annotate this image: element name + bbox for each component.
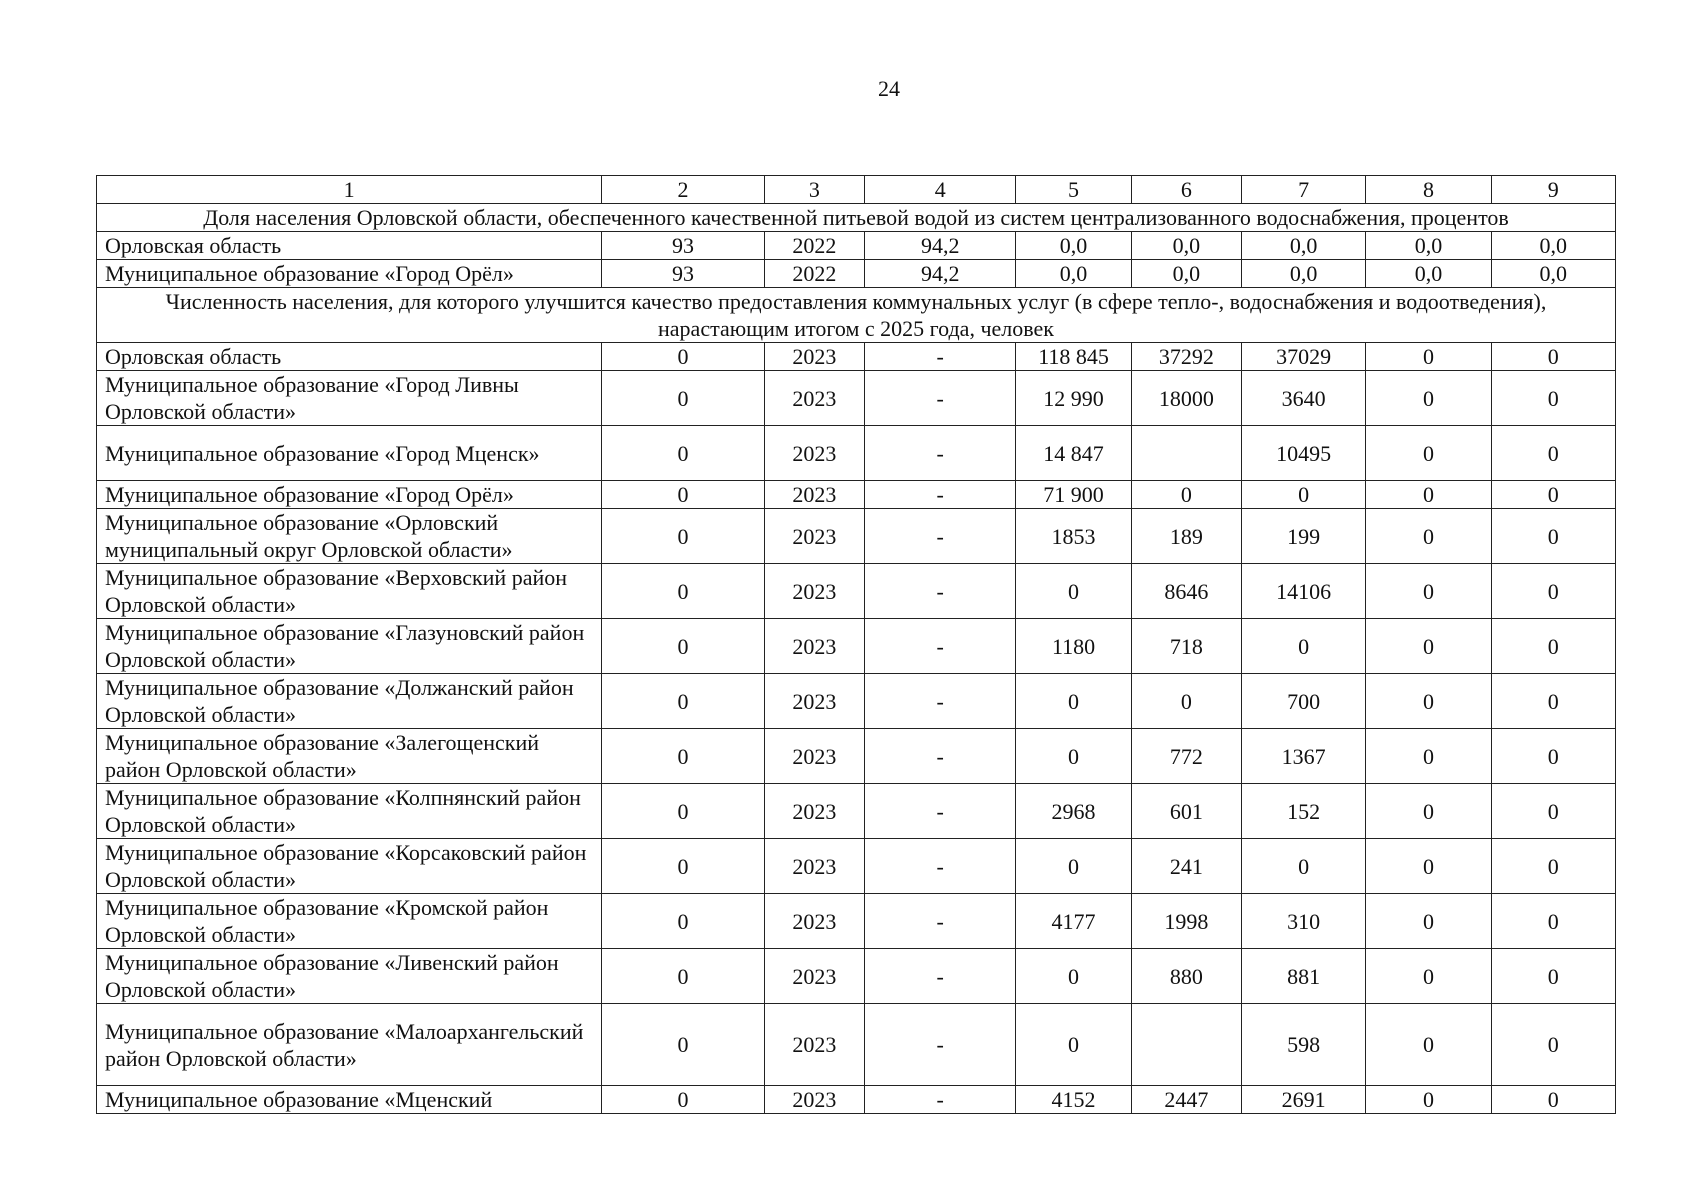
value-cell-col-7: 152 [1241,784,1365,839]
value-cell-col-7: 3640 [1241,371,1365,426]
row-name-cell: Муниципальное образование «Малоархангельский район Орловской области» [97,1004,602,1086]
section-title-row [97,288,1616,343]
value-cell-col-8: 0 [1366,619,1491,674]
row-name-cell: Муниципальное образование «Колпнянский район Орловской области» [97,784,602,839]
header-row [97,176,1616,204]
table-row [97,343,1616,371]
row-name-cell: Муниципальное образование «Ливенский район Орловской области» [97,949,602,1004]
value-cell-col-4: - [865,564,1016,619]
value-cell-col-7: 598 [1241,1004,1365,1086]
value-cell-col-9: 0 [1491,1086,1615,1114]
value-cell-col-6: 0,0 [1131,232,1241,260]
value-cell-col-2: 0 [602,729,764,784]
value-cell-col-2: 93 [602,232,764,260]
value-cell-col-5: 1853 [1016,509,1131,564]
value-cell-col-3: 2023 [764,343,864,371]
row-name-cell: Муниципальное образование «Должанский район Орловской области» [97,674,602,729]
value-cell-col-7: 2691 [1241,1086,1365,1114]
table-row [97,619,1616,674]
value-cell-col-9: 0,0 [1491,260,1615,288]
value-cell-col-6: 601 [1131,784,1241,839]
value-cell-col-9: 0 [1491,674,1615,729]
value-cell-col-9: 0 [1491,564,1615,619]
value-cell-col-9: 0 [1491,729,1615,784]
value-cell-col-8: 0 [1366,371,1491,426]
value-cell-col-3: 2023 [764,564,864,619]
value-cell-col-7: 1367 [1241,729,1365,784]
value-cell-col-2: 93 [602,260,764,288]
value-cell-col-9: 0,0 [1491,232,1615,260]
value-cell-col-7: 14106 [1241,564,1365,619]
row-name-cell: Муниципальное образование «Верховский район Орловской области» [97,564,602,619]
value-cell-col-7: 10495 [1241,426,1365,481]
value-cell-col-6: 0,0 [1131,260,1241,288]
row-name-cell: Муниципальное образование «Мценский [97,1086,602,1114]
indicators-table [96,175,1616,1114]
value-cell-col-4: - [865,426,1016,481]
value-cell-col-2: 0 [602,426,764,481]
value-cell-col-7: 881 [1241,949,1365,1004]
value-cell-col-3: 2022 [764,232,864,260]
value-cell-col-4: - [865,371,1016,426]
table-row [97,1004,1616,1086]
value-cell-col-3: 2023 [764,1086,864,1114]
value-cell-col-2: 0 [602,784,764,839]
table-row [97,260,1616,288]
value-cell-col-6: 189 [1131,509,1241,564]
value-cell-col-5: 12 990 [1016,371,1131,426]
value-cell-col-6: 241 [1131,839,1241,894]
row-name-cell: Муниципальное образование «Город Орёл» [97,260,602,288]
value-cell-col-6: 880 [1131,949,1241,1004]
value-cell-col-2: 0 [602,619,764,674]
value-cell-col-7: 0 [1241,839,1365,894]
table-row [97,564,1616,619]
value-cell-col-7: 0 [1241,481,1365,509]
value-cell-col-6: 772 [1131,729,1241,784]
value-cell-col-3: 2023 [764,729,864,784]
header-cell-8: 8 [1366,176,1491,204]
value-cell-col-3: 2023 [764,619,864,674]
value-cell-col-2: 0 [602,839,764,894]
value-cell-col-5: 14 847 [1016,426,1131,481]
value-cell-col-3: 2023 [764,894,864,949]
value-cell-col-2: 0 [602,481,764,509]
row-name-cell: Орловская область [97,232,602,260]
value-cell-col-6: 1998 [1131,894,1241,949]
value-cell-col-6: 18000 [1131,371,1241,426]
value-cell-col-8: 0 [1366,729,1491,784]
header-cell-5: 5 [1016,176,1131,204]
header-cell-1: 1 [97,176,602,204]
value-cell-col-9: 0 [1491,509,1615,564]
section-title: Доля населения Орловской области, обеспеченного качественной питьевой водой из систем централизованного водоснабжения, процентов [97,204,1616,232]
value-cell-col-4: - [865,481,1016,509]
row-name-cell: Муниципальное образование «Корсаковский район Орловской области» [97,839,602,894]
value-cell-col-4: - [865,343,1016,371]
page-number: 24 [878,76,900,101]
value-cell-col-6: 0 [1131,481,1241,509]
header-cell-2: 2 [602,176,764,204]
value-cell-col-7: 310 [1241,894,1365,949]
value-cell-col-8: 0,0 [1366,260,1491,288]
value-cell-col-9: 0 [1491,619,1615,674]
value-cell-col-4: - [865,1004,1016,1086]
value-cell-col-9: 0 [1491,839,1615,894]
row-name-cell: Орловская область [97,343,602,371]
value-cell-col-9: 0 [1491,894,1615,949]
table-row [97,949,1616,1004]
value-cell-col-3: 2023 [764,481,864,509]
value-cell-col-5: 0 [1016,1004,1131,1086]
table-row [97,1086,1616,1114]
table-row [97,839,1616,894]
value-cell-col-6: 718 [1131,619,1241,674]
value-cell-col-7: 700 [1241,674,1365,729]
value-cell-col-8: 0 [1366,564,1491,619]
table-row [97,509,1616,564]
value-cell-col-6: 2447 [1131,1086,1241,1114]
row-name-cell: Муниципальное образование «Глазуновский район Орловской области» [97,619,602,674]
row-name-cell: Муниципальное образование «Город Мценск» [97,426,602,481]
table-row [97,674,1616,729]
value-cell-col-8: 0 [1366,1086,1491,1114]
value-cell-col-3: 2023 [764,784,864,839]
value-cell-col-5: 4152 [1016,1086,1131,1114]
value-cell-col-3: 2022 [764,260,864,288]
value-cell-col-2: 0 [602,1004,764,1086]
value-cell-col-4: 94,2 [865,260,1016,288]
table-row [97,894,1616,949]
value-cell-col-9: 0 [1491,371,1615,426]
value-cell-col-8: 0 [1366,949,1491,1004]
row-name-cell: Муниципальное образование «Город Ливны Орловской области» [97,371,602,426]
value-cell-col-5: 0 [1016,674,1131,729]
value-cell-col-3: 2023 [764,509,864,564]
value-cell-col-7: 37029 [1241,343,1365,371]
table-row [97,371,1616,426]
value-cell-col-8: 0 [1366,343,1491,371]
value-cell-col-8: 0 [1366,426,1491,481]
value-cell-col-7: 0,0 [1241,260,1365,288]
value-cell-col-6: 37292 [1131,343,1241,371]
table-row [97,481,1616,509]
value-cell-col-5: 2968 [1016,784,1131,839]
value-cell-col-4: - [865,949,1016,1004]
value-cell-col-9: 0 [1491,481,1615,509]
value-cell-col-5: 0 [1016,839,1131,894]
value-cell-col-9: 0 [1491,949,1615,1004]
header-cell-4: 4 [865,176,1016,204]
table-row [97,784,1616,839]
header-cell-3: 3 [764,176,864,204]
value-cell-col-6 [1131,426,1241,481]
value-cell-col-4: - [865,784,1016,839]
row-name-cell: Муниципальное образование «Город Орёл» [97,481,602,509]
value-cell-col-4: - [865,619,1016,674]
value-cell-col-4: - [865,894,1016,949]
value-cell-col-3: 2023 [764,949,864,1004]
value-cell-col-2: 0 [602,1086,764,1114]
header-cell-9: 9 [1491,176,1615,204]
table-row [97,729,1616,784]
value-cell-col-5: 0 [1016,564,1131,619]
header-cell-7: 7 [1241,176,1365,204]
value-cell-col-5: 1180 [1016,619,1131,674]
value-cell-col-2: 0 [602,949,764,1004]
value-cell-col-8: 0 [1366,674,1491,729]
row-name-cell: Муниципальное образование «Кромской район Орловской области» [97,894,602,949]
value-cell-col-5: 118 845 [1016,343,1131,371]
value-cell-col-3: 2023 [764,1004,864,1086]
value-cell-col-3: 2023 [764,674,864,729]
value-cell-col-7: 199 [1241,509,1365,564]
table-row [97,426,1616,481]
row-name-cell: Муниципальное образование «Залегощенский район Орловской области» [97,729,602,784]
value-cell-col-7: 0,0 [1241,232,1365,260]
section-title: Численность населения, для которого улучшится качество предоставления коммунальных услуг (в сфере тепло-, водоснабжения и водоотведения), нарастающим итогом с 2025 года, человек [97,288,1616,343]
value-cell-col-3: 2023 [764,371,864,426]
value-cell-col-3: 2023 [764,426,864,481]
value-cell-col-2: 0 [602,371,764,426]
value-cell-col-8: 0 [1366,509,1491,564]
value-cell-col-8: 0 [1366,784,1491,839]
value-cell-col-6 [1131,1004,1241,1086]
value-cell-col-4: 94,2 [865,232,1016,260]
value-cell-col-7: 0 [1241,619,1365,674]
value-cell-col-3: 2023 [764,839,864,894]
value-cell-col-9: 0 [1491,784,1615,839]
table-row [97,232,1616,260]
value-cell-col-5: 0,0 [1016,232,1131,260]
value-cell-col-5: 0 [1016,949,1131,1004]
value-cell-col-8: 0 [1366,894,1491,949]
value-cell-col-9: 0 [1491,343,1615,371]
value-cell-col-5: 4177 [1016,894,1131,949]
value-cell-col-9: 0 [1491,1004,1615,1086]
value-cell-col-4: - [865,729,1016,784]
value-cell-col-2: 0 [602,564,764,619]
value-cell-col-5: 71 900 [1016,481,1131,509]
value-cell-col-5: 0,0 [1016,260,1131,288]
table-body [97,176,1616,1114]
value-cell-col-6: 8646 [1131,564,1241,619]
row-name-cell: Муниципальное образование «Орловский муниципальный округ Орловской области» [97,509,602,564]
value-cell-col-4: - [865,509,1016,564]
value-cell-col-2: 0 [602,674,764,729]
value-cell-col-4: - [865,1086,1016,1114]
value-cell-col-8: 0 [1366,1004,1491,1086]
value-cell-col-8: 0,0 [1366,232,1491,260]
value-cell-col-2: 0 [602,894,764,949]
value-cell-col-9: 0 [1491,426,1615,481]
value-cell-col-5: 0 [1016,729,1131,784]
section-title-row [97,204,1616,232]
value-cell-col-6: 0 [1131,674,1241,729]
value-cell-col-8: 0 [1366,839,1491,894]
value-cell-col-2: 0 [602,509,764,564]
value-cell-col-4: - [865,674,1016,729]
header-cell-6: 6 [1131,176,1241,204]
value-cell-col-8: 0 [1366,481,1491,509]
value-cell-col-4: - [865,839,1016,894]
value-cell-col-2: 0 [602,343,764,371]
